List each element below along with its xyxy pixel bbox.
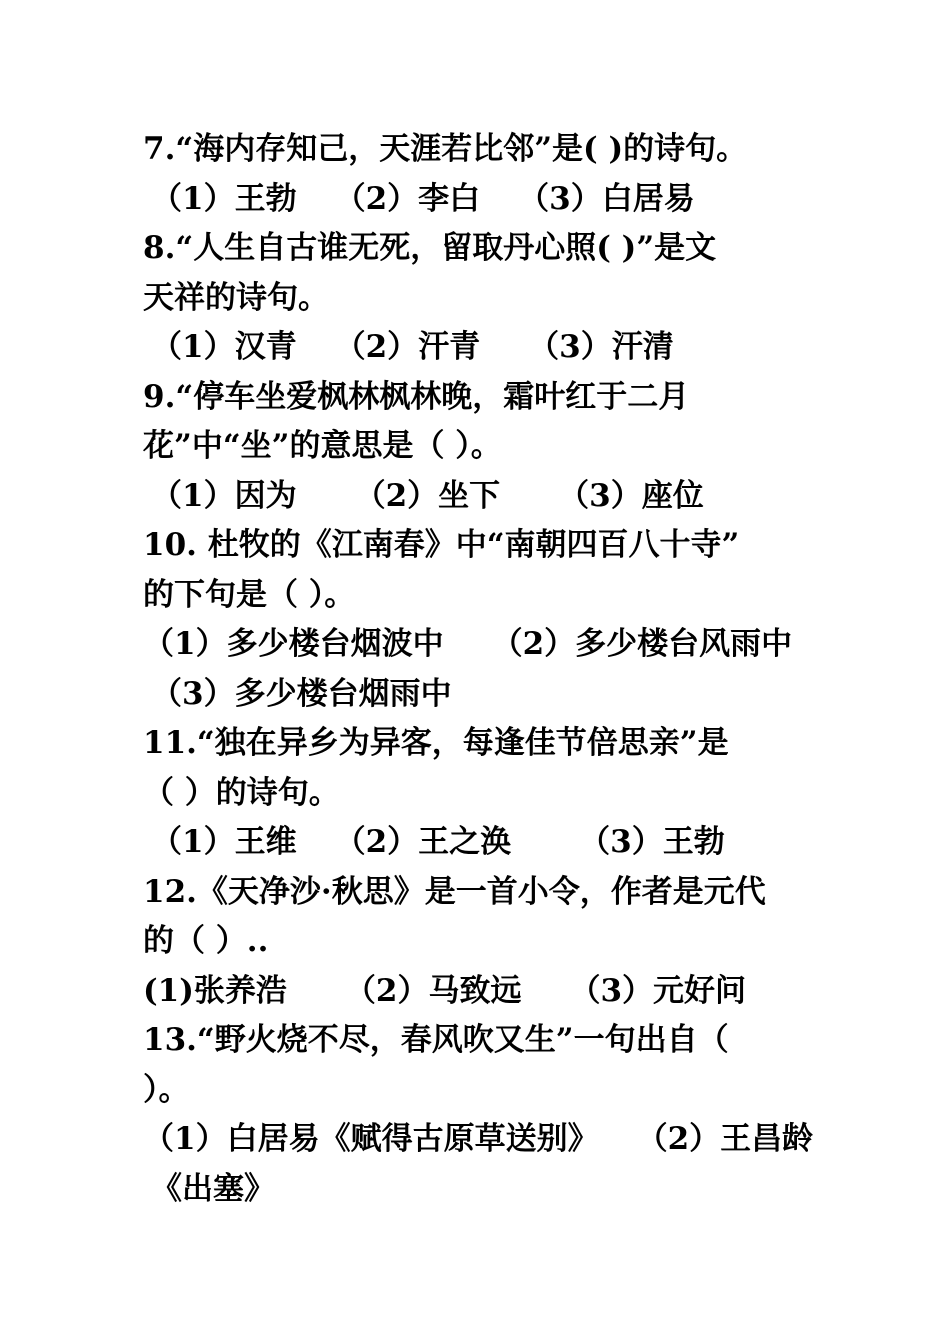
option-3: （3）白居易 — [518, 180, 695, 217]
option-1: （1）王勃 — [151, 180, 297, 217]
option-3: （3）王勃 — [579, 824, 725, 860]
question-9-text-line-2: 花”中“坐”的意思是（ ）。 — [143, 428, 502, 464]
option-2-continued: 《出塞》 — [151, 1170, 275, 1207]
option-2: （2）汗青 — [334, 329, 481, 365]
question-10-text-line-1: 10. 杜牧的《江南春》中“南朝四百八十寺” — [143, 527, 740, 563]
question-13-options-row-2 — [143, 1165, 843, 1215]
question-8-text-line-1: 8.“人生自古谁无死，留取丹心照( )”是文 — [143, 230, 717, 266]
question-11-text-line-1: 11.“独在异乡为异客，每逢佳节倍思亲”是 — [143, 725, 729, 761]
option-2: （2）李白 — [334, 180, 481, 217]
question-9-text-line-1: 9.“停车坐爱枫林枫林晚，霜叶红于二月 — [143, 378, 690, 415]
question-7-options — [143, 175, 843, 225]
option-3: （3）元好问 — [569, 972, 747, 1009]
question-8-text-line-2: 天祥的诗句。 — [143, 279, 329, 316]
question-10-text-line-2: 的下句是（ ）。 — [143, 576, 356, 613]
option-3: （3）多少楼台烟雨中 — [151, 675, 452, 712]
option-2: （2）王之涣 — [334, 824, 512, 860]
question-8-options — [143, 323, 843, 373]
option-1: (1)张养浩 — [143, 972, 287, 1009]
option-2: （2）多少楼台风雨中 — [491, 626, 793, 662]
option-3: （3）汗清 — [528, 329, 674, 365]
question-7-text: 7.“海内存知己，天涯若比邻”是( )的诗句。 — [143, 131, 748, 167]
option-1: （1）白居易《赋得古原草送别》 — [143, 1121, 599, 1157]
option-1: （1）汉青 — [151, 329, 297, 365]
option-1: （1）多少楼台烟波中 — [143, 626, 444, 662]
question-9-options — [143, 472, 843, 522]
question-13-text-line-1: 13.“野火烧不尽，春风吹又生”一句出自（ — [143, 1022, 729, 1058]
question-13-options-row-1 — [143, 1115, 843, 1165]
option-2: （2）马致远 — [344, 972, 522, 1009]
question-10-options-row-2 — [143, 670, 843, 720]
question-13-text-line-2: ）。 — [143, 1071, 190, 1108]
option-2: （2）坐下 — [354, 477, 501, 514]
option-2: （2）王昌龄 — [636, 1121, 814, 1157]
question-11-text-line-2: （ ）的诗句。 — [143, 774, 340, 811]
option-1: （1）因为 — [151, 477, 297, 514]
option-1: （1）王维 — [151, 824, 297, 860]
question-12-text-line-1: 12.《天净沙·秋思》是一首小令，作者是元代 — [143, 873, 766, 910]
document-page — [143, 125, 843, 1214]
option-3: （3）座位 — [558, 477, 704, 514]
question-12-text-line-2: 的（ ）.. — [143, 923, 269, 959]
question-10-options-row-1 — [143, 620, 843, 670]
question-11-options — [143, 818, 843, 868]
question-12-options — [143, 967, 843, 1017]
